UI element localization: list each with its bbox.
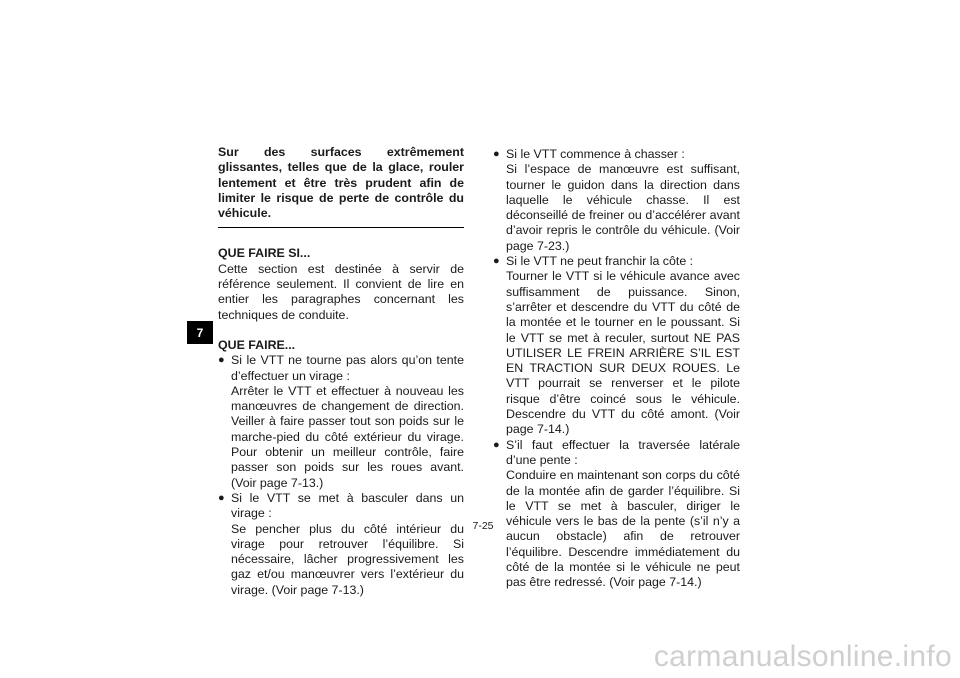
right-column — [493, 147, 740, 591]
left-column — [218, 145, 464, 598]
intro-paragraph: Cette section est destinée à servir de référence seulement. Il convient de lire en entier les paragraphes concernant les techniques de conduite. — [218, 261, 464, 322]
bullet-icon: ● — [218, 491, 225, 504]
page-number: 7-25 — [472, 520, 494, 532]
list-item-text — [506, 147, 740, 254]
warning-text: Sur des surfaces extrêmement glissantes, telles que de la glace, rouler lentement et être très prudent afin de limiter le risque de perte de contrôle du véhicule. — [218, 145, 464, 228]
list-item — [493, 438, 740, 591]
chapter-tab: 7 — [187, 321, 213, 344]
bullet-icon: ● — [493, 438, 500, 451]
heading-que-faire-si: QUE FAIRE SI... — [218, 246, 311, 261]
list-item-action: Conduire en maintenant son corps du côté de la montée afin de garder l’équilibre. Si le VTT se met à basculer, diriger le véhicule vers le bas de la pente (s’il n’y a aucun obstacle) afin de retrouver l’équilibre. Descendre immédiatement du côté de la montée si le véhicule ne peut pas être redressé. (Voir page 7-14.) — [506, 468, 740, 590]
list-item-condition: Si le VTT ne peut franchir la côte : — [506, 254, 694, 269]
list-item-action: Si l’espace de manœuvre est suffisant, tourner le guidon dans la direction dans laquelle le véhicule chasse. Il est déconseillé de freiner ou d’accélérer avant d’avoir repris le contrôle du véhicule. (Voir page 7-23.) — [506, 162, 740, 253]
bullet-icon: ● — [493, 148, 500, 160]
list-item-text — [506, 254, 740, 438]
list-item — [218, 491, 464, 598]
list-item-action: Arrêter le VTT et effectuer à nouveau les manœuvres de changement de direction. Veiller à faire passer tout son poids sur le marche-pied du côté extérieur du virage. Pour obtenir un meilleur contrôle, faire passer son poids sur les roues avant. (Voir page 7-13.) — [231, 383, 464, 490]
heading-que-faire: QUE FAIRE... — [218, 337, 296, 352]
list-item — [493, 254, 740, 438]
bullet-icon: ● — [218, 354, 225, 367]
list-item-condition: Si le VTT se met à basculer dans un virage : — [231, 490, 464, 521]
list-item — [218, 353, 464, 491]
list-item-text — [231, 491, 464, 598]
list-item-action: Tourner le VTT si le véhicule avance avec suffisamment de puissance. Sinon, s’arrêter et descendre du VTT du côté de la montée et le tourner en le poussant. Si le VTT se met à reculer, surtout NE PAS UTILISER LE FREIN ARRIÈRE S’IL EST EN TRACTION SUR DEUX ROUES. Le VTT pourrait se renverser et le pilote risque d’être coincé sous le véhicule. Descendre du VTT du côté amont. (Voir page 7-14.) — [506, 269, 740, 437]
list-item-condition: Si le VTT ne tourne pas alors qu’on tente d’effectuer un virage : — [231, 353, 464, 383]
list-item-text — [231, 353, 464, 491]
list-item-condition: Si le VTT commence à chasser : — [506, 147, 685, 161]
list-item-condition: S’il faut effectuer la traversée latérale d’une pente : — [506, 437, 740, 467]
list-item — [493, 147, 740, 254]
spacer — [218, 323, 464, 338]
list-item-action: Se pencher plus du côté intérieur du virage pour retrouver l’équilibre. Si nécessaire, lâcher progressivement les gaz et/ou manœuvrer vers l’extérieur du virage. (Voir page 7-13.) — [231, 521, 464, 597]
bullet-icon: ● — [493, 255, 500, 268]
watermark-text: carmanualsonline.info — [653, 640, 952, 673]
list-item-text — [506, 438, 740, 591]
